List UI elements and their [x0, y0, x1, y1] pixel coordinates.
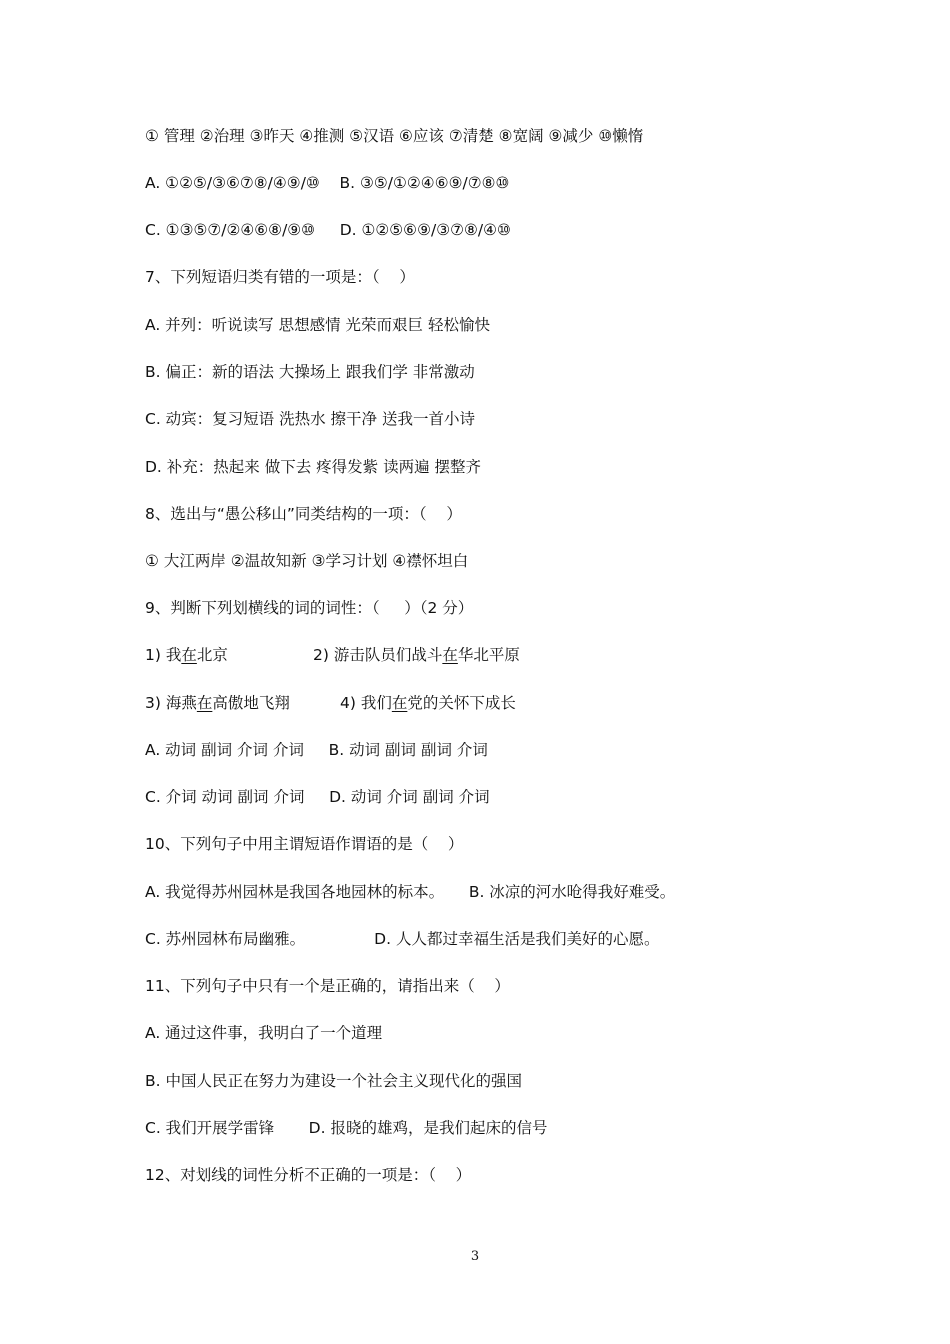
q7-option-d: D. 补充：热起来 做下去 疼得发紫 读两遍 摆整齐	[145, 458, 481, 476]
page-number: 3	[470, 1249, 480, 1264]
q6-options-ab: A. ①②⑤/③⑥⑦⑧/④⑨/⑩ B. ③⑤/①②④⑥⑨/⑦⑧⑩	[145, 174, 510, 192]
q10-options-ab: A. 我觉得苏州园林是我国各地园林的标本。 B. 冰凉的河水呛得我好难受。	[145, 883, 676, 901]
q7-option-b: B. 偏正：新的语法 大操场上 跟我们学 非常激动	[145, 363, 475, 381]
q11-options-cd: C. 我们开展学雷锋 D. 报晓的雄鸡，是我们起床的信号	[145, 1119, 548, 1137]
q6-options-cd: C. ①③⑤⑦/②④⑥⑧/⑨⑩ D. ①②⑤⑥⑨/③⑦⑧/④⑩	[145, 221, 511, 239]
options-word-list: ① 管理 ②治理 ③昨天 ④推测 ⑤汉语 ⑥应该 ⑦清楚 ⑧宽阔 ⑨减少 ⑩懒惰	[145, 127, 644, 145]
q9-options-ab: A. 动词 副词 介词 介词 B. 动词 副词 副词 介词	[145, 741, 488, 759]
q9-item-3: 3) 海燕在高傲地飞翔	[145, 694, 290, 712]
underlined-word: 在	[391, 694, 408, 712]
q12-stem: 12、对划线的词性分析不正确的一项是：（ ）	[145, 1166, 472, 1184]
q9-options-cd: C. 介词 动词 副词 介词 D. 动词 介词 副词 介词	[145, 788, 490, 806]
q11-option-b: B. 中国人民正在努力为建设一个社会主义现代化的强国	[145, 1072, 522, 1090]
q8-choices: ① 大江两岸 ②温故知新 ③学习计划 ④襟怀坦白	[145, 552, 469, 570]
underlined-word: 在	[196, 694, 213, 712]
q7-option-a: A. 并列：听说读写 思想感情 光荣而艰巨 轻松愉快	[145, 316, 490, 334]
underlined-word: 在	[181, 646, 197, 664]
underlined-word: 在	[442, 646, 458, 664]
q10-options-cd: C. 苏州园林布局幽雅。 D. 人人都过幸福生活是我们美好的心愿。	[145, 930, 660, 948]
q7-stem: 7、下列短语归类有错的一项是：（ ）	[145, 268, 415, 286]
q7-option-c: C. 动宾：复习短语 洗热水 擦干净 送我一首小诗	[145, 410, 475, 428]
q11-option-a: A. 通过这件事，我明白了一个道理	[145, 1024, 383, 1042]
q9-item-2: 2) 游击队员们战斗在华北平原	[313, 646, 520, 664]
q8-stem: 8、选出与“愚公移山”同类结构的一项：（ ）	[145, 505, 462, 523]
q10-stem: 10、下列句子中用主谓短语作谓语的是（ ）	[145, 835, 464, 853]
q9-item-4: 4) 我们在党的关怀下成长	[340, 694, 516, 712]
q9-stem: 9、判断下列划横线的词的词性：（ ）（2 分）	[145, 599, 474, 617]
q11-stem: 11、下列句子中只有一个是正确的，请指出来（ ）	[145, 977, 510, 995]
q9-item-1: 1) 我在北京	[145, 646, 228, 664]
